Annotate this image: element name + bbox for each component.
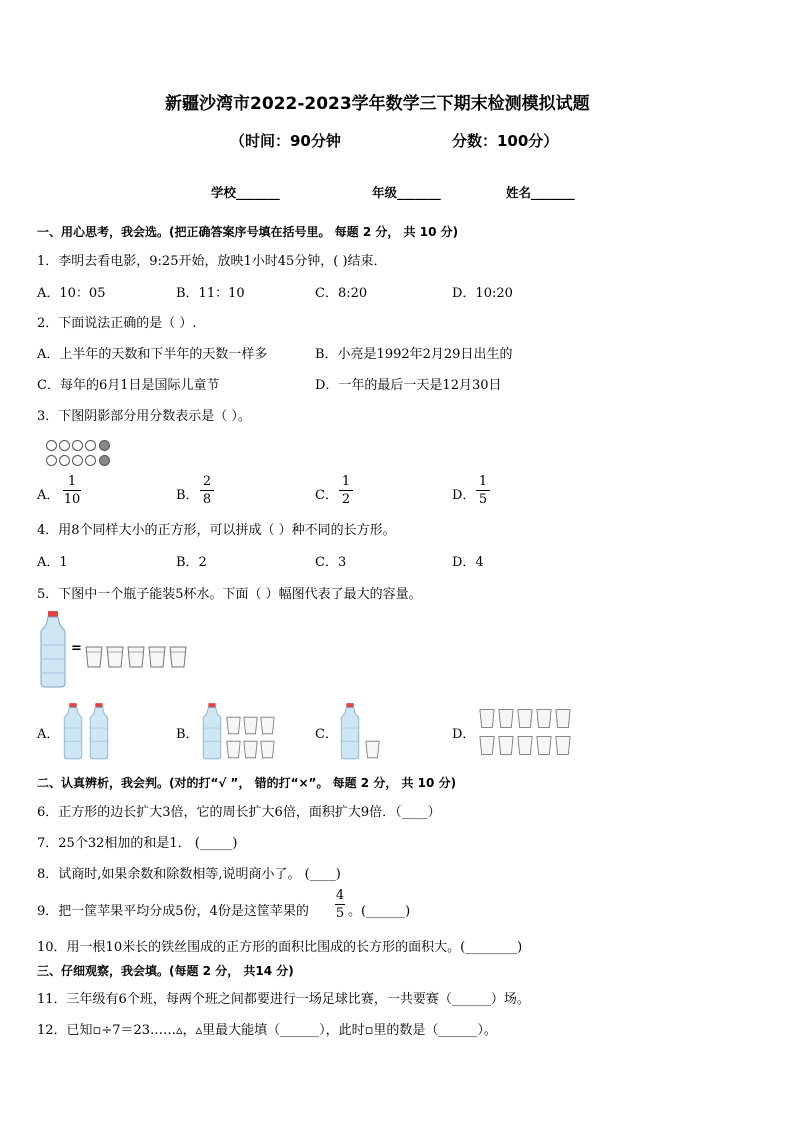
fraction-denominator: 10 (63, 492, 81, 507)
circle (85, 455, 96, 466)
circle (46, 455, 57, 466)
fraction-numerator: 1 (341, 474, 351, 489)
fraction-numerator: 2 (202, 474, 212, 489)
question-4: 4．用8个同样大小的正方形，可以拼成（ ）种不同的长方形。 (37, 523, 396, 538)
shaded-circle (99, 455, 110, 466)
equals-sign: = (71, 641, 82, 656)
question-1: 1．李明去看电影，9:25开始，放映1小时45分钟，( )结束． (37, 254, 387, 269)
water-bottle-icon (339, 703, 361, 759)
q1-option-a: A．10：05 (37, 286, 106, 301)
cup-icon (243, 716, 258, 735)
fraction-bar (63, 490, 81, 491)
q2-option-c: C．每年的6月1日是国际儿童节 (37, 378, 220, 393)
circle (72, 455, 83, 466)
q3-option-d-letter: D． (452, 488, 476, 503)
fraction-denominator: 8 (202, 492, 212, 507)
cup-icon (127, 646, 145, 668)
question-6: 6．正方形的边长扩大3倍，它的周长扩大6倍，面积扩大9倍．（____） (37, 805, 441, 820)
exam-title: 新疆沙湾市2022-2023学年数学三下期末检测模拟试题 (165, 94, 590, 114)
q1-option-d: D．10:20 (452, 286, 513, 301)
cup-icon (148, 646, 166, 668)
fraction-numerator: 1 (478, 474, 488, 489)
q2-option-a: A．上半年的天数和下半年的天数一样多 (37, 347, 268, 362)
question-9-answer: 。(______) (348, 904, 411, 919)
cup-icon (498, 735, 514, 756)
q3-option-d-fraction (476, 474, 490, 507)
water-bottle-icon (38, 611, 68, 687)
cup-icon (169, 646, 187, 668)
q5-option-d-letter: D． (452, 727, 476, 742)
water-bottle-icon (201, 703, 223, 759)
circle (46, 440, 57, 451)
fraction-numerator: 4 (335, 888, 345, 903)
fraction-bar (339, 490, 353, 491)
q3-option-a-letter: A． (37, 488, 60, 503)
cup-icon (555, 708, 571, 729)
q5-option-c-letter: C． (315, 727, 338, 742)
cup-icon (479, 708, 495, 729)
q4-option-c: C．3 (315, 555, 347, 570)
cup-icon (260, 716, 275, 735)
water-bottle-icon (62, 703, 84, 759)
q2-option-b: B．小亮是1992年2月29日出生的 (315, 347, 513, 362)
cup-icon (479, 735, 495, 756)
fraction-bar (335, 904, 345, 905)
q3-option-c-fraction (339, 474, 353, 507)
cup-icon (365, 740, 380, 759)
question-7: 7．25个32相加的和是1． (_____) (37, 836, 238, 851)
section-1-heading: 一、用心思考，我会选。(把正确答案序号填在括号里。 每题 2 分， 共 10 分) (37, 225, 459, 239)
circle (85, 440, 96, 451)
q9-fraction (335, 888, 345, 921)
fraction-denominator: 2 (341, 492, 351, 507)
question-9-text: 9．把一筐苹果平均分成5份，4份是这筐苹果的 (37, 904, 309, 919)
q4-option-b: B．2 (176, 555, 207, 570)
circle (59, 440, 70, 451)
q1-option-c: C．8:20 (315, 286, 368, 301)
question-10: 10．用一根10米长的铁丝围成的正方形的面积比围成的长方形的面积大。(________) (37, 940, 523, 955)
fraction-denominator: 5 (335, 906, 345, 921)
question-8: 8．试商时,如果余数和除数相等,说明商小了。 (____) (37, 867, 341, 882)
q5-option-a-letter: A． (37, 727, 60, 742)
grade-field: 年级_______ (372, 185, 441, 200)
cup-icon (243, 740, 258, 759)
question-3: 3．下图阴影部分用分数表示是（ ）。 (37, 409, 251, 424)
cup-icon (85, 646, 103, 668)
q4-option-d: D．4 (452, 555, 484, 570)
question-12: 12．已知▫÷7＝23……▵，▵里最大能填（______），此时▫里的数是（______）。 (37, 1023, 497, 1038)
fraction-numerator: 1 (67, 474, 77, 489)
cup-icon (498, 708, 514, 729)
section-2-heading: 二、认真辨析，我会判。(对的打“√ ”， 错的打“×”。 每题 2 分， 共 10 分) (37, 776, 457, 790)
q1-option-b: B．11：10 (176, 286, 245, 301)
q3-option-b-letter: B． (176, 488, 199, 503)
q2-option-d: D．一年的最后一天是12月30日 (315, 378, 502, 393)
fraction-bar (200, 490, 214, 491)
circle (59, 455, 70, 466)
cup-icon (517, 735, 533, 756)
cup-icon (536, 708, 552, 729)
question-2: 2．下面说法正确的是（ ）. (37, 316, 197, 331)
cup-icon (260, 740, 275, 759)
exam-score: 分数：100分） (452, 132, 559, 150)
question-9 (37, 900, 309, 919)
cup-icon (517, 708, 533, 729)
q5-option-b-letter: B． (176, 727, 199, 742)
q3-option-c-letter: C． (315, 488, 338, 503)
section-3-heading: 三、仔细观察，我会填。(每题 2 分， 共14 分) (37, 964, 294, 978)
exam-time: （时间：90分钟 (230, 132, 341, 150)
q3-option-a-fraction (63, 474, 81, 507)
shaded-circle (99, 440, 110, 451)
circle (72, 440, 83, 451)
cup-icon (555, 735, 571, 756)
question-5: 5．下图中一个瓶子能装5杯水。下面（ ）幅图代表了最大的容量。 (37, 587, 422, 602)
water-bottle-icon (88, 703, 110, 759)
question-11: 11．三年级有6个班，每两个班之间都要进行一场足球比赛，一共要赛（______）场。 (37, 992, 530, 1007)
q4-option-a: A．1 (37, 555, 68, 570)
fraction-bar (476, 490, 490, 491)
name-field: 姓名_______ (506, 185, 575, 200)
fraction-denominator: 5 (478, 492, 488, 507)
q3-option-b-fraction (200, 474, 214, 507)
school-field: 学校_______ (211, 185, 280, 200)
cup-icon (226, 740, 241, 759)
cup-icon (226, 716, 241, 735)
cup-icon (106, 646, 124, 668)
cup-icon (536, 735, 552, 756)
